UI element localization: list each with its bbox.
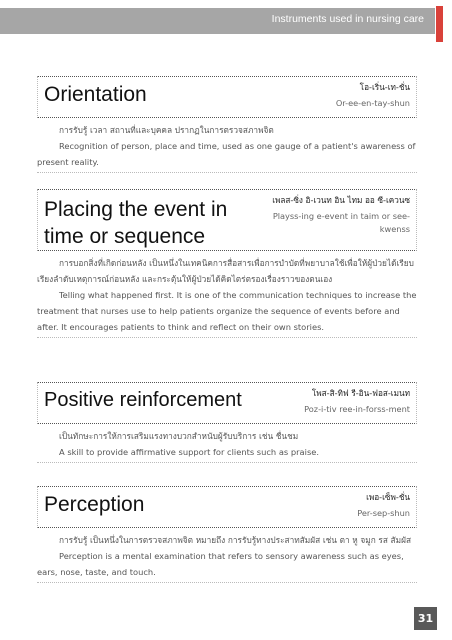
english-description: A skill to provide affirmative support for clients such as praise. [59,447,320,457]
english-pronunciation: Poz-i-tiv ree-in-forss-ment [304,404,410,414]
english-pronunciation-line-2: kwenss [379,224,410,234]
term-title-line-1: Placing the event in [44,198,228,221]
term-box [37,76,417,118]
term-title: Perception [44,493,145,516]
english-description: Telling what happened first. It is one of the communication techniques to increase the treatment that nurses use to help patients organize the sequence of events before and after. It encourages patients to think and reflect on their own stories. [37,290,417,332]
term-description [37,122,417,173]
term-title [44,196,227,250]
thai-pronunciation: โอ-เริ่น-เท-ชั่น [359,82,410,92]
thai-description: เป็นทักษะการให้การเสริมแรงทางบวกสำหนับผู้รับบริการ เช่น ชื่นชม [59,431,299,441]
thai-pronunciation: เพอ-เซ็พ-ชั่น [366,492,410,502]
english-pronunciation: Per-sep-shun [357,508,410,518]
header-title: Instruments used in nursing care [271,13,424,25]
entry-positive-reinforcement [37,382,417,463]
entry-orientation [37,76,417,173]
thai-pronunciation: โพส-สิ-ทิฟ รี-อิน-ฟอส-เมนท [311,388,410,398]
thai-description: การรับรู้ เป็นหนึ่งในการตรวจสภาพจิต หมายถึง การรับรู้ทางประสาทสัมผัส เช่น ตา หู จมูก รส สัมผัส [59,535,412,545]
thai-pronunciation: เพลส-ซิ่ง อิ-เวนท อิน ไทม ออ ซี-เควนซ [272,195,410,205]
term-title: Orientation [44,83,147,106]
english-description: Recognition of person, place and time, used as one gauge of a patient's awareness of present reality. [37,141,416,167]
term-title-line-2: time or sequence [44,225,206,248]
term-description [37,428,417,463]
term-description [37,532,417,583]
entry-perception [37,486,417,583]
english-pronunciation-line-1: Playss-ing e-event in taim or see- [272,211,410,221]
term-box [37,382,417,424]
english-pronunciation [273,210,410,236]
entry-placing-the-event [37,189,417,338]
thai-description: การรับรู้ เวลา สถานที่และบุคคล ปรากฏในการตรวจสภาพจิต [59,125,274,135]
english-description: Perception is a mental examination that refers to sensory awareness such as eyes, ears, nose, taste, and touch. [37,551,404,577]
term-box [37,189,417,251]
thai-description: การบอกสิ่งที่เกิดก่อนหลัง เป็นหนึ่งในเทคนิคการสื่อสารเพื่อการบำบัดที่พยาบาลใช้เพื่อให้ผู้ป่วยได้เรียบเรียงลำดับเหตุการณ์ก่อนหลัง และกระตุ้นให้ผู้ป่วยได้คิดไตร่ตรองเรื่องราวของตนเอง [37,258,414,284]
english-pronunciation: Or-ee-en-tay-shun [335,98,410,108]
term-description [37,255,417,338]
header-accent-bar [436,6,443,42]
page-number: 31 [414,607,437,630]
term-title: Positive reinforcement [44,389,242,411]
term-box [37,486,417,528]
